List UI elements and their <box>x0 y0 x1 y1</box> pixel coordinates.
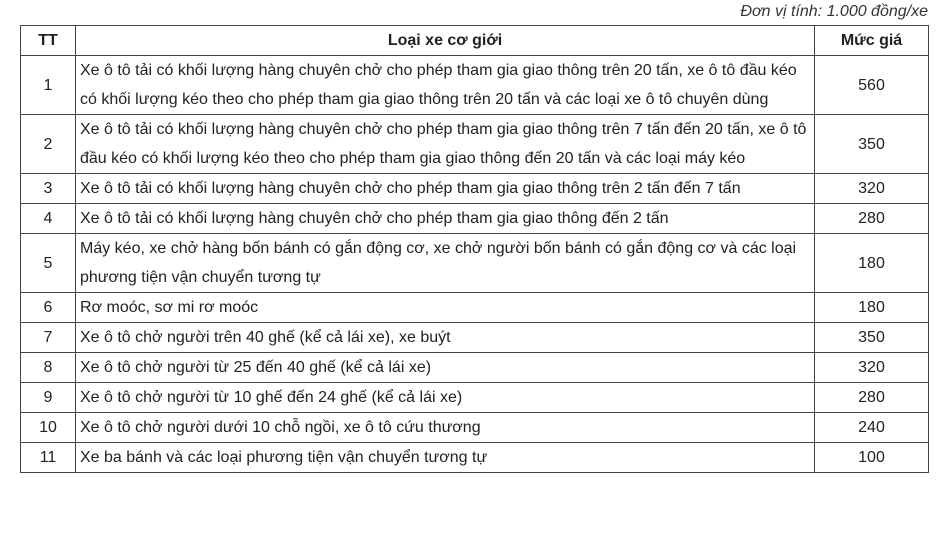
price-value: 560 <box>815 56 929 115</box>
row-number: 4 <box>21 204 76 234</box>
vehicle-type: Xe ba bánh và các loại phương tiện vận chuyển tương tự <box>76 443 815 473</box>
row-number: 9 <box>21 383 76 413</box>
vehicle-type: Xe ô tô tải có khối lượng hàng chuyên chở cho phép tham gia giao thông trên 20 tấn, xe ô tô đầu kéo có khối lượng kéo theo cho phép tham gia giao thông trên 20 tấn và các loại xe ô tô chuyên dùng <box>76 56 815 115</box>
row-number: 3 <box>21 174 76 204</box>
table-row <box>21 234 929 293</box>
table-row <box>21 443 929 473</box>
vehicle-type: Xe ô tô tải có khối lượng hàng chuyên chở cho phép tham gia giao thông đến 2 tấn <box>76 204 815 234</box>
unit-note: Đơn vị tính: 1.000 đồng/xe <box>740 3 928 20</box>
table-row <box>21 56 929 115</box>
table-row <box>21 115 929 174</box>
vehicle-type: Xe ô tô chở người từ 25 đến 40 ghế (kể cả lái xe) <box>76 353 815 383</box>
table-row <box>21 293 929 323</box>
vehicle-type: Xe ô tô chở người trên 40 ghế (kể cả lái xe), xe buýt <box>76 323 815 353</box>
vehicle-type: Xe ô tô chở người từ 10 ghế đến 24 ghế (kể cả lái xe) <box>76 383 815 413</box>
price-value: 350 <box>815 115 929 174</box>
row-number: 5 <box>21 234 76 293</box>
row-number: 11 <box>21 443 76 473</box>
table-row <box>21 383 929 413</box>
row-number: 6 <box>21 293 76 323</box>
price-value: 350 <box>815 323 929 353</box>
vehicle-type: Máy kéo, xe chở hàng bốn bánh có gắn động cơ, xe chở người bốn bánh có gắn động cơ và các loại phương tiện vận chuyển tương tự <box>76 234 815 293</box>
row-number: 7 <box>21 323 76 353</box>
price-value: 280 <box>815 204 929 234</box>
header-vehicle-type: Loại xe cơ giới <box>76 26 815 56</box>
row-number: 8 <box>21 353 76 383</box>
price-value: 100 <box>815 443 929 473</box>
price-value: 240 <box>815 413 929 443</box>
table-row <box>21 353 929 383</box>
row-number: 2 <box>21 115 76 174</box>
header-tt: TT <box>21 26 76 56</box>
price-value: 280 <box>815 383 929 413</box>
table-row <box>21 204 929 234</box>
price-table <box>20 25 929 473</box>
vehicle-type: Xe ô tô tải có khối lượng hàng chuyên chở cho phép tham gia giao thông trên 7 tấn đến 20 tấn, xe ô tô đầu kéo có khối lượng kéo theo cho phép tham gia giao thông đến 20 tấn và các loại máy kéo <box>76 115 815 174</box>
price-value: 180 <box>815 234 929 293</box>
price-value: 180 <box>815 293 929 323</box>
table-row <box>21 413 929 443</box>
table-row <box>21 323 929 353</box>
price-value: 320 <box>815 353 929 383</box>
table-row <box>21 174 929 204</box>
price-value: 320 <box>815 174 929 204</box>
vehicle-type: Xe ô tô tải có khối lượng hàng chuyên chở cho phép tham gia giao thông trên 2 tấn đến 7 tấn <box>76 174 815 204</box>
table-header-row <box>21 26 929 56</box>
vehicle-type: Xe ô tô chở người dưới 10 chỗ ngồi, xe ô tô cứu thương <box>76 413 815 443</box>
vehicle-type: Rơ moóc, sơ mi rơ moóc <box>76 293 815 323</box>
row-number: 10 <box>21 413 76 443</box>
header-price: Mức giá <box>815 26 929 56</box>
row-number: 1 <box>21 56 76 115</box>
